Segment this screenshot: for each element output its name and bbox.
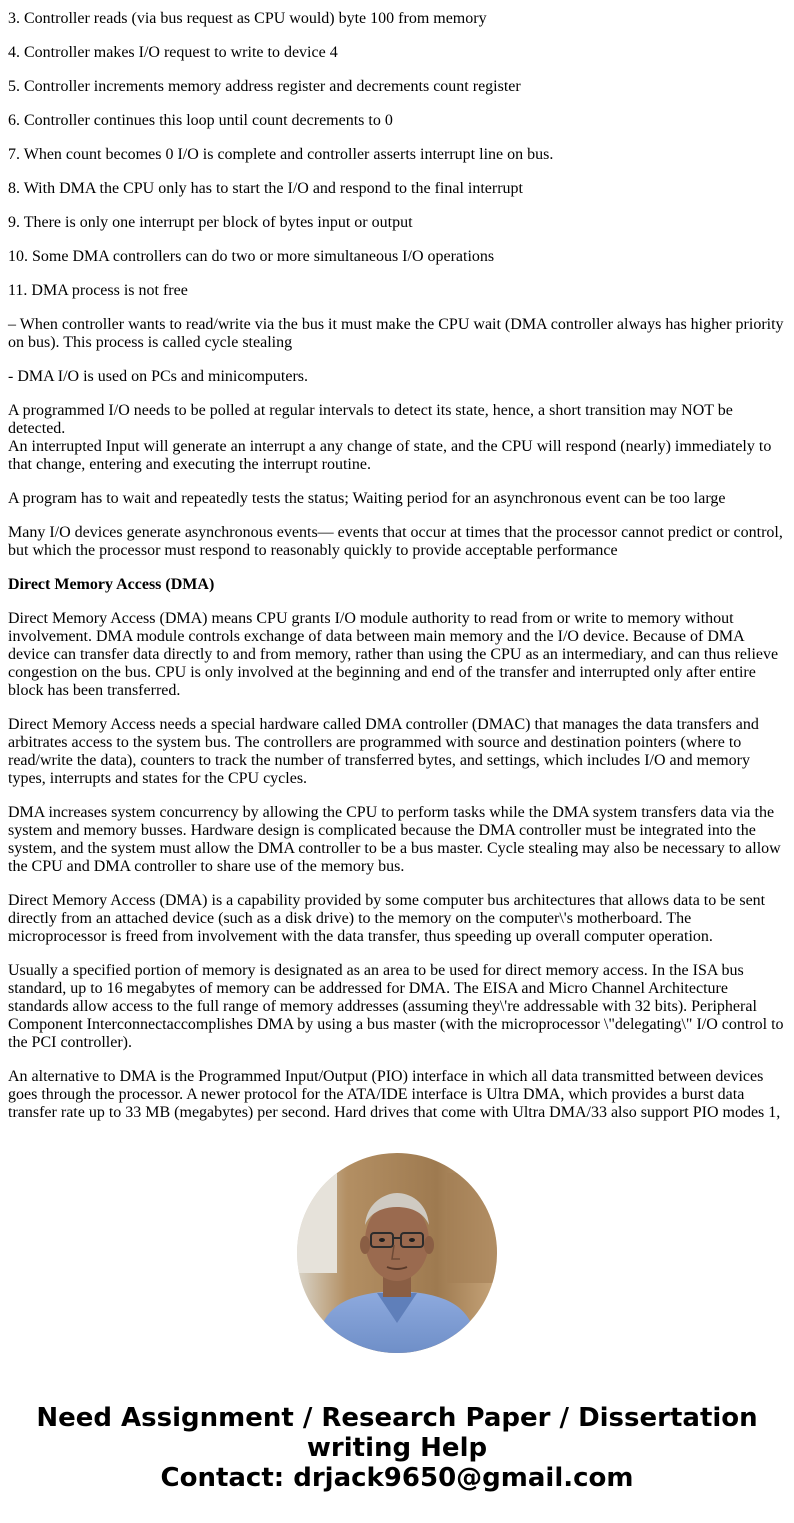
- paragraph: Direct Memory Access (DMA) is a capability provided by some computer bus architectures that allows data to be sent directly from an attached device (such as a disk drive) to the memory on the computer\'s motherboard. The microprocessor is freed from involvement with the data transfer, thus speeding up overall computer operation.: [8, 892, 766, 945]
- paragraph: A program has to wait and repeatedly tests the status; Waiting period for an asynchronous event can be too large: [8, 490, 726, 507]
- paragraph: 5. Controller increments memory address register and decrements count register: [8, 78, 521, 95]
- paragraph: 7. When count becomes 0 I/O is complete and controller asserts interrupt line on bus.: [8, 146, 554, 163]
- paragraph: Direct Memory Access (DMA) means CPU grants I/O module authority to read from or write to memory without involvement. DMA module controls exchange of data between main memory and the I/O device. Because of DMA device can transfer data directly to and from memory, rather than using the CPU as an intermediary, and can thus relieve congestion on the bus. CPU is only involved at the beginning and end of the transfer and interrupted only after entire block has been transferred.: [8, 610, 779, 699]
- paragraph-line: A programmed I/O needs to be polled at regular intervals to detect its state, hence, a short transition may NOT be detected.: [8, 402, 733, 437]
- paragraph: An alternative to DMA is the Programmed Input/Output (PIO) interface in which all data transmitted between devices goes through the processor. A newer protocol for the ATA/IDE interface is Ultra DMA, which provides a burst data transfer rate up to 33 MB (megabytes) per second. Hard drives that come with Ultra DMA/33 also support PIO modes 1,: [8, 1068, 781, 1121]
- paragraph: [8, 402, 786, 474]
- help-banner-contact: Contact: drjack9650@gmail.com: [160, 1463, 634, 1493]
- paragraph-line: An interrupted Input will generate an interrupt a any change of state, and the CPU will respond (nearly) immediately to that change, entering and executing the interrupt routine.: [8, 438, 772, 473]
- article-body: [8, 10, 786, 1138]
- paragraph: – When controller wants to read/write via the bus it must make the CPU wait (DMA controller always has higher priority on bus). This process is called cycle stealing: [8, 316, 784, 351]
- paragraph: 3. Controller reads (via bus request as CPU would) byte 100 from memory: [8, 10, 487, 27]
- author-avatar: [297, 1153, 497, 1353]
- paragraph: 4. Controller makes I/O request to write to device 4: [8, 44, 338, 61]
- paragraph: 6. Controller continues this loop until count decrements to 0: [8, 112, 393, 129]
- paragraph: 11. DMA process is not free: [8, 282, 188, 299]
- paragraph: Direct Memory Access needs a special hardware called DMA controller (DMAC) that manages the data transfers and arbitrates access to the system bus. The controllers are programmed with source and destination pointers (where to read/write the data), counters to track the number of transferred bytes, and settings, which includes I/O and memory types, interrupts and states for the CPU cycles.: [8, 716, 759, 787]
- help-banner: [0, 1403, 794, 1493]
- paragraph: 10. Some DMA controllers can do two or more simultaneous I/O operations: [8, 248, 495, 265]
- paragraph: DMA increases system concurrency by allowing the CPU to perform tasks while the DMA system transfers data via the system and memory busses. Hardware design is complicated because the DMA controller must be integrated into the system, and the system must allow the DMA controller to be a bus master. Cycle stealing may also be necessary to allow the CPU and DMA controller to share use of the memory bus.: [8, 804, 781, 875]
- paragraph: Many I/O devices generate asynchronous events— events that occur at times that the processor cannot predict or control, but which the processor must respond to reasonably quickly to provide acceptable performance: [8, 524, 783, 559]
- paragraph: 8. With DMA the CPU only has to start the I/O and respond to the final interrupt: [8, 180, 523, 197]
- help-banner-title: Need Assignment / Research Paper / Dissertation writing Help: [36, 1403, 758, 1463]
- author-photo: [297, 1153, 497, 1353]
- paragraph: Usually a specified portion of memory is designated as an area to be used for direct memory access. In the ISA bus standard, up to 16 megabytes of memory can be addressed for DMA. The EISA and Micro Channel Architecture standards allow access to the full range of memory addresses (assuming they\'re addressable with 32 bits). Peripheral Component Interconnectaccomplishes DMA by using a bus master (with the microprocessor \"delegating\" I/O control to the PCI controller).: [8, 962, 784, 1051]
- paragraph: 9. There is only one interrupt per block of bytes input or output: [8, 214, 413, 231]
- paragraph: - DMA I/O is used on PCs and minicomputers.: [8, 368, 308, 385]
- section-heading: Direct Memory Access (DMA): [8, 576, 215, 593]
